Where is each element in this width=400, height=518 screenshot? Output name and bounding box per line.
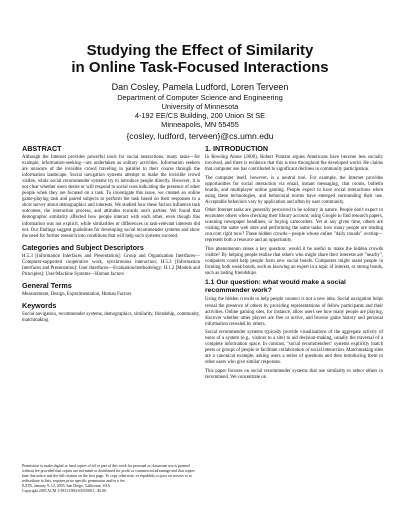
keywords-heading: Keywords [22, 300, 57, 310]
keywords-text: Social navigation, recommender systems, demographics, similarity, friendship, community, matchmaking [22, 311, 200, 323]
abstract-text: Although the Internet provides powerful tools for social interactions, many tasks—for example, information-seeking—are undertaken as solitary activities. Information seekers are unaware of the invisible crowd traveling in parallel to their course through the information landscape. Social navigation systems attempt to make the invisible crowd visible, while social recommender systems try to introduce people directly. However, it is not clear whether users desire or will respond to social cues indicating the presence of other people when they are focused on a task. To investigate this issue, we created an online game-playing task and paired subjects to perform the task based on their responses to a short survey about demographics and interests. We studied how these factors influence task outcomes, the interaction process, and attitudes towards one's partner. We found that demographic similarity affected how people interact with each other, even though this information was not explicit, while similarities or differences in task-relevant interests did not. Our findings suggest guidelines for developing social recommender systems and show the need for further research into conditions that will help such systems succeed. [22, 155, 200, 239]
title-line-1: Studying the Effect of Similarity [86, 42, 314, 59]
subsection-heading [205, 279, 383, 295]
affiliation-line-3: 4-192 EE/CS Building, 200 Union St SE [134, 111, 266, 120]
categories-text: H.5.3 [Information Interfaces and Presentation]: Group and Organization Interfaces—Computer-supported cooperative work, synchronous interaction; H.5.2 [Information Interfaces and Presentation]: User Interfaces—Evaluation/methodology; H.1.2 [Models and Principles]: User/Machine Systems—Human factors [22, 253, 200, 277]
intro-paragraph: In Bowling Alone (2000), Robert Putnam argues Americans have become less socially involved, and there is evidence that this is true throughout the developed world. He claims that computer use has contributed to significant declines in community participation. [205, 155, 383, 173]
subsection-heading-line-1: 1.1 Our question: what would make a social [205, 279, 346, 287]
affiliation-line-1: Department of Computer Science and Engineering [117, 93, 283, 102]
general-terms-text: Measurement, Design, Experimentation, Human Factors [22, 291, 132, 297]
subsection-paragraph: This paper focuses on social recommender systems that use similarity to select others to recommend. We concentrate on [205, 368, 383, 380]
footnote-permission: Permission to make digital or hard copies of all or part of this work for personal or classroom use is granted without fee provided that copies are not made or distributed for profit or commercial advantage and that copies bear this notice and the full citation on the first page. To copy otherwise, or republish, to post on servers or to redistribute to lists, requires prior specific permission and/or a fee. [22, 464, 195, 483]
permission-footnote [22, 464, 200, 494]
categories-heading: Categories and Subject Descriptors [22, 242, 144, 252]
intro-paragraph: Other Internet tasks are generally perceived to be solitary in nature. People don't expect to encounter others when checking their library account, using Google to find research papers, scanning newspaper headlines, or buying camcorders. Yet at any given time, others are visiting the same web sites and performing the same tasks: how many people are reading cnn.com right now? These hidden crowds—people whose online "daily rounds" overlap—represent both a resource and an opportunity. [205, 208, 383, 244]
author-block [0, 82, 400, 142]
title-line-2: in Online Task-Focused Interactions [71, 59, 329, 76]
affiliation-line-4: Minneapolis, MN 55455 [161, 120, 239, 129]
subsection-heading-line-2: recommender work? [205, 287, 272, 295]
author-names: Dan Cosley, Pamela Ludford, Loren Terveen [111, 82, 289, 92]
abstract-heading: ABSTRACT [22, 144, 62, 153]
footnote-venue: IUI'05, January 9–12, 2005, San Diego, California, USA. [22, 484, 112, 488]
intro-paragraph: This phenomenon raises a key question: would it be useful to make the hidden crowds visible? By helping people realize that others who might share their interests are "nearby", computers could help people form new social bonds. Computers might assist people in forming both weak bonds, such as knowing an expert in a topic of interest, or strong bonds, such as lasting friendships. [205, 246, 383, 277]
subsection-paragraph: Using the hidden crowds to help people connect is not a new idea. Social navigation helps reveal the presence of others by providing representations of fellow participants and their activities. Online gaming sites, for instance, allow users see how many people are playing, discover whether other players are free or active, and browse game history and personal information revealed by others. [205, 297, 383, 327]
author-email: {cosley, ludford, terveen}@cs.umn.edu [126, 131, 274, 141]
paper-title [0, 42, 400, 76]
right-column [205, 141, 383, 383]
footnote-copyright: Copyright 2005 ACM 1-58113-894-6/05/0001...$5.00. [22, 489, 107, 493]
affiliation-line-2: University of Minnesota [161, 102, 239, 111]
subsection-paragraph: Social recommender systems typically provide visualizations of the aggregate activity of users of a system (e.g., visitors to a site) to aid decision-making, usually the traversal of a complete information space. In contrast, "social recommenders" systems explicitly match peers or groups of people to facilitate collaboration or social interaction. Matchmaking sites are a canonical example, asking users a series of questions and then introducing them to other users who give similar responses. [205, 330, 383, 366]
general-terms-heading: General Terms [22, 280, 72, 290]
left-column [22, 141, 200, 326]
intro-paragraph: The computer itself, however, is a neutral tool. For example, the Internet provides opportunities for social interaction via email, instant messaging, chat rooms, bulletin boards, and multiplayer online gaming. People expect to have social interactions when using these technologies, and behavioral norms have emerged surrounding their use. Acceptable behaviors vary by application and often by user community. [205, 175, 383, 205]
introduction-heading: 1. INTRODUCTION [205, 144, 269, 153]
